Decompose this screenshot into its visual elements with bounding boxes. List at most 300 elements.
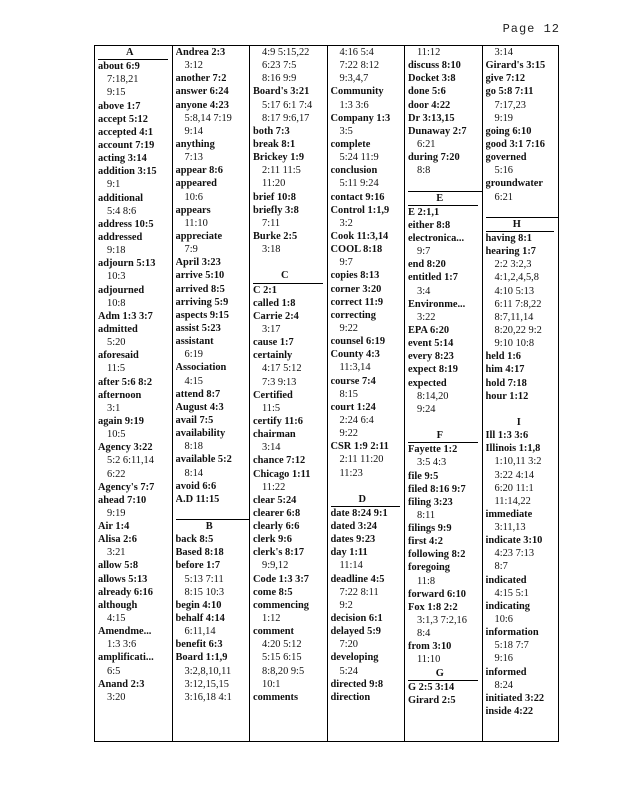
page-refs: 8:18 bbox=[184, 441, 203, 453]
page-refs: 5:15 6:15 bbox=[262, 652, 302, 664]
page-refs: 7:3 9:13 bbox=[262, 376, 297, 388]
page-refs: 2:11 11:20 bbox=[339, 454, 384, 466]
page-refs: 8:15 bbox=[339, 388, 358, 400]
page-refs: 6:19 bbox=[184, 349, 203, 361]
index-term: chance 7:12 bbox=[253, 455, 306, 467]
page-refs: 10:1 bbox=[262, 678, 281, 690]
index-term: following 8:2 bbox=[408, 549, 466, 561]
page-refs: 1:3 3:6 bbox=[339, 99, 369, 111]
page-refs: 3:2 bbox=[339, 217, 353, 229]
page-refs: 3:5 4:3 bbox=[417, 457, 447, 469]
page-refs: 3:18 bbox=[262, 244, 281, 256]
page-refs: 4:9 5:15,22 bbox=[262, 47, 310, 58]
index-term: initiated 3:22 bbox=[485, 692, 545, 704]
index-term: having 8:1 bbox=[485, 232, 532, 244]
page-refs: 3:11,13 bbox=[494, 522, 526, 534]
index-term: appears bbox=[175, 204, 211, 216]
index-term: course 7:4 bbox=[330, 375, 376, 387]
page-refs: 9:22 bbox=[339, 322, 358, 334]
page-refs: 11:10 bbox=[184, 217, 208, 229]
index-term: amplificati... bbox=[98, 652, 154, 664]
index-term: contact 9:16 bbox=[330, 191, 385, 203]
page-refs: 4:20 5:12 bbox=[262, 639, 302, 651]
page-refs: 8:15 10:3 bbox=[184, 586, 225, 598]
index-term: directed 9:8 bbox=[330, 678, 384, 690]
page-refs: 8:14,20 bbox=[417, 390, 449, 402]
index-term: filing 3:23 bbox=[408, 496, 453, 508]
section-letter: G bbox=[408, 667, 478, 681]
index-term: Fox 1:8 2:2 bbox=[408, 601, 458, 613]
index-term: delayed 5:9 bbox=[330, 626, 382, 638]
page-refs: 5:2 6:11,14 bbox=[107, 455, 154, 467]
index-term: again 9:19 bbox=[98, 415, 144, 427]
index-term: allows 5:13 bbox=[98, 573, 148, 585]
index-term: indicated bbox=[485, 574, 527, 586]
index-term: expect 8:19 bbox=[408, 364, 458, 376]
index-term: file 9:5 bbox=[408, 470, 439, 482]
index-term: indicate 3:10 bbox=[485, 535, 543, 547]
page-refs: 1:10,11 3:2 bbox=[494, 456, 542, 468]
index-term: dates 9:23 bbox=[330, 534, 376, 546]
page-refs: 9:3,4,7 bbox=[339, 73, 369, 85]
index-term: addressed bbox=[98, 231, 143, 243]
index-term: Air 1:4 bbox=[98, 521, 130, 533]
page-refs: 7:11 bbox=[262, 217, 281, 229]
index-term: E 2:1,1 bbox=[408, 206, 440, 218]
index-term: direction bbox=[330, 691, 371, 703]
page-refs: 5:18 7:7 bbox=[494, 640, 529, 652]
index-term: Dunaway 2:7 bbox=[408, 125, 467, 137]
index-term: Adm 1:3 3:7 bbox=[98, 310, 153, 322]
spacer bbox=[331, 480, 405, 493]
index-term: address 10:5 bbox=[98, 218, 154, 230]
index-term: back 8:5 bbox=[175, 534, 214, 546]
page-refs: 4:17 5:12 bbox=[262, 363, 302, 375]
index-term: corner 3:20 bbox=[330, 283, 382, 295]
index-term: entitled 1:7 bbox=[408, 272, 458, 284]
index-term: during 7:20 bbox=[408, 152, 460, 164]
index-term: filed 8:16 9:7 bbox=[408, 483, 466, 495]
page-refs: 11:22 bbox=[262, 481, 286, 493]
index-term: informed bbox=[485, 666, 527, 678]
index-term: conclusion bbox=[330, 165, 378, 177]
page-refs: 11:23 bbox=[339, 467, 363, 479]
index-term: deadline 4:5 bbox=[330, 573, 385, 585]
page-refs: 6:20 11:1 bbox=[494, 482, 534, 494]
spacer bbox=[408, 177, 482, 191]
word-index-grid bbox=[94, 45, 559, 742]
page-refs: 9:7 bbox=[417, 246, 431, 258]
index-term: Environme... bbox=[408, 298, 466, 310]
index-term: immediate bbox=[485, 508, 533, 520]
index-term: court 1:24 bbox=[330, 401, 376, 413]
index-term: clerk's 8:17 bbox=[253, 547, 305, 559]
page-refs: 3:22 4:14 bbox=[494, 469, 535, 481]
page-refs: 5:13 7:11 bbox=[184, 573, 224, 585]
page-refs: 6:23 7:5 bbox=[262, 60, 297, 72]
page-refs: 3:14 bbox=[494, 47, 513, 58]
index-term: hold 7:18 bbox=[485, 377, 527, 389]
index-term: appreciate bbox=[175, 230, 223, 242]
index-term: Cook 11:3,14 bbox=[330, 230, 389, 242]
page-refs: 3:16,18 4:1 bbox=[184, 691, 232, 703]
page-refs: 10:6 bbox=[494, 614, 513, 626]
page-refs: 2:2 3:2,3 bbox=[494, 259, 532, 271]
index-column bbox=[404, 46, 482, 741]
index-term: door 4:22 bbox=[408, 99, 451, 111]
page-refs: 11:14 bbox=[339, 560, 363, 572]
page-refs: 4:15 5:1 bbox=[494, 587, 529, 599]
index-term: Brickey 1:9 bbox=[253, 152, 305, 164]
index-term: hour 1:12 bbox=[485, 390, 529, 402]
page-refs: 4:15 bbox=[107, 613, 126, 625]
index-term: Girard's 3:15 bbox=[485, 60, 546, 72]
index-term: Andrea 2:3 bbox=[175, 47, 226, 58]
page-refs: 11:8 bbox=[417, 575, 436, 587]
page-refs: 5:4 8:6 bbox=[107, 205, 137, 217]
page-refs: 4:10 5:13 bbox=[494, 285, 535, 297]
page-refs: 9:18 bbox=[107, 245, 126, 257]
page-refs: 3:5 bbox=[339, 125, 353, 137]
index-term: April 3:23 bbox=[175, 257, 221, 269]
page-refs: 9:19 bbox=[107, 507, 126, 519]
index-term: benefit 6:3 bbox=[175, 639, 223, 651]
index-term: appeared bbox=[175, 178, 217, 190]
index-term: information bbox=[485, 627, 539, 639]
page-refs: 8:16 9:9 bbox=[262, 73, 297, 85]
index-term: clerk 9:6 bbox=[253, 534, 292, 546]
page-refs: 2:24 6:4 bbox=[339, 414, 374, 426]
page-refs: 7:9 bbox=[184, 244, 198, 256]
index-term: avoid 6:6 bbox=[175, 480, 217, 492]
index-term: comments bbox=[253, 691, 299, 703]
page-refs: 9:2 bbox=[339, 599, 353, 611]
page-refs: 7:22 8:11 bbox=[339, 586, 379, 598]
index-term: Amendme... bbox=[98, 626, 152, 638]
index-term: COOL 8:18 bbox=[330, 244, 383, 256]
index-term: Control 1:1,9 bbox=[330, 204, 390, 216]
page-refs: 8:24 bbox=[494, 679, 513, 691]
page-refs: 3:12,15,15 bbox=[184, 678, 229, 690]
page-refs: 1:3 3:6 bbox=[107, 639, 137, 651]
index-term: Board 1:1,9 bbox=[175, 652, 228, 664]
index-term: from 3:10 bbox=[408, 641, 452, 653]
page-refs: 8:11 bbox=[417, 509, 436, 521]
spacer bbox=[176, 506, 250, 520]
index-term: aspects 9:15 bbox=[175, 309, 229, 321]
page-refs: 9:9,12 bbox=[262, 560, 289, 572]
index-term: end 8:20 bbox=[408, 259, 446, 271]
page-refs: 4:1,2,4,5,8 bbox=[494, 272, 539, 284]
index-term: hearing 1:7 bbox=[485, 246, 537, 258]
page-refs: 3:1 bbox=[107, 402, 121, 414]
section-letter: D bbox=[331, 493, 401, 507]
index-term: Girard 2:5 bbox=[408, 694, 456, 706]
index-term: correcting bbox=[330, 309, 376, 321]
index-term: C 2:1 bbox=[253, 284, 277, 296]
section-letter: A bbox=[98, 46, 168, 60]
index-term: developing bbox=[330, 652, 379, 664]
page-refs: 2:11 11:5 bbox=[262, 165, 301, 177]
page-refs: 11:3,14 bbox=[339, 362, 371, 374]
page-refs: 4:15 bbox=[184, 375, 203, 387]
page-refs: 9:7 bbox=[339, 257, 353, 269]
page-refs: 7:20 bbox=[339, 639, 358, 651]
page-refs: 5:17 6:1 7:4 bbox=[262, 99, 313, 111]
page-refs: 8:14 bbox=[184, 467, 203, 479]
index-term: day 1:11 bbox=[330, 547, 368, 559]
section-letter: I bbox=[516, 416, 521, 428]
page-refs: 8:4 bbox=[417, 628, 431, 640]
index-term: certify 11:6 bbox=[253, 415, 303, 427]
index-term: governed bbox=[485, 152, 527, 164]
index-term: called 1:8 bbox=[253, 297, 296, 309]
page-refs: 3:21 bbox=[107, 547, 126, 559]
page-refs: 11:14,22 bbox=[494, 495, 531, 507]
page-refs: 9:16 bbox=[494, 653, 513, 665]
index-term: him 4:17 bbox=[485, 364, 525, 376]
index-term: briefly 3:8 bbox=[253, 204, 299, 216]
index-term: copies 8:13 bbox=[330, 270, 380, 282]
index-term: clearly 6:6 bbox=[253, 521, 300, 533]
index-term: Docket 3:8 bbox=[408, 73, 456, 85]
page-refs: 9:10 10:8 bbox=[494, 338, 535, 350]
index-term: A.D 11:15 bbox=[175, 493, 220, 505]
index-term: appear 8:6 bbox=[175, 165, 223, 177]
index-term: first 4:2 bbox=[408, 536, 443, 548]
page-refs: 9:1 bbox=[107, 179, 121, 191]
index-term: Board's 3:21 bbox=[253, 86, 310, 98]
index-term: groundwater bbox=[485, 178, 544, 190]
page-refs: 3:14 bbox=[262, 442, 281, 454]
page-refs: 5:11 9:24 bbox=[339, 178, 379, 190]
page-refs: 5:20 bbox=[107, 337, 126, 349]
index-term: additional bbox=[98, 192, 144, 204]
page-refs: 3:17 bbox=[262, 323, 281, 335]
index-term: allow 5:8 bbox=[98, 560, 139, 572]
index-term: after 5:6 8:2 bbox=[98, 376, 153, 388]
page-refs: 8:20,22 9:2 bbox=[494, 324, 542, 336]
index-term: chairman bbox=[253, 429, 296, 441]
spacer bbox=[486, 204, 559, 218]
index-term: G 2:5 3:14 bbox=[408, 681, 455, 693]
index-term: every 8:23 bbox=[408, 351, 454, 363]
page-refs: 4:23 7:13 bbox=[494, 548, 535, 560]
page-refs: 7:17,23 bbox=[494, 99, 526, 111]
index-term: Ill 1:3 3:6 bbox=[485, 430, 529, 442]
index-term: behalf 4:14 bbox=[175, 613, 225, 625]
page-refs: 10:8 bbox=[107, 297, 126, 309]
page-refs: 3:22 bbox=[417, 311, 436, 323]
index-term: account 7:19 bbox=[98, 139, 155, 151]
page-refs: 11:20 bbox=[262, 178, 286, 190]
index-term: expected bbox=[408, 377, 447, 389]
page-refs: 3:12 bbox=[184, 60, 203, 72]
index-term: although bbox=[98, 599, 138, 611]
index-column bbox=[172, 46, 250, 741]
page-refs: 9:19 bbox=[494, 112, 513, 124]
index-term: Fayette 1:2 bbox=[408, 444, 458, 456]
index-term: answer 6:24 bbox=[175, 86, 229, 98]
index-term: Illinois 1:1,8 bbox=[485, 443, 541, 455]
index-term: counsel 6:19 bbox=[330, 336, 386, 348]
index-term: decision 6:1 bbox=[330, 613, 383, 625]
section-letter: C bbox=[253, 269, 323, 283]
page-refs: 11:12 bbox=[417, 47, 441, 58]
page-refs: 1:12 bbox=[262, 613, 281, 625]
page-refs: 3:20 bbox=[107, 691, 126, 703]
page-refs: 11:5 bbox=[107, 363, 126, 375]
page-refs: 5:24 bbox=[339, 665, 358, 677]
index-term: go 5:8 7:11 bbox=[485, 86, 534, 98]
page-refs: 6:21 bbox=[417, 138, 436, 150]
index-term: adjourn 5:13 bbox=[98, 258, 156, 270]
index-term: come 8:5 bbox=[253, 586, 293, 598]
index-term: arriving 5:9 bbox=[175, 296, 229, 308]
page-refs: 11:10 bbox=[417, 654, 441, 666]
index-term: foregoing bbox=[408, 562, 450, 574]
index-term: good 3:1 7:16 bbox=[485, 138, 545, 150]
page-refs: 8:8,20 9:5 bbox=[262, 665, 305, 677]
index-term: filings 9:9 bbox=[408, 523, 452, 535]
page-refs: 8:17 9:6,17 bbox=[262, 112, 310, 124]
index-term: Carrie 2:4 bbox=[253, 310, 299, 322]
index-term: avail 7:5 bbox=[175, 414, 214, 426]
section-letter: E bbox=[408, 192, 478, 206]
index-term: forward 6:10 bbox=[408, 588, 467, 600]
index-term: inside 4:22 bbox=[485, 706, 534, 718]
index-column bbox=[249, 46, 327, 741]
page-refs: 5:24 11:9 bbox=[339, 152, 379, 164]
page-refs: 4:16 5:4 bbox=[339, 47, 374, 58]
index-term: Alisa 2:6 bbox=[98, 534, 137, 546]
spacer bbox=[486, 403, 559, 416]
index-term: available 5:2 bbox=[175, 454, 232, 466]
section-letter: B bbox=[205, 521, 213, 533]
index-term: admitted bbox=[98, 323, 138, 335]
page-refs: 3:4 bbox=[417, 285, 431, 297]
index-term: either 8:8 bbox=[408, 219, 451, 231]
index-term: Agency's 7:7 bbox=[98, 481, 155, 493]
index-term: Based 8:18 bbox=[175, 547, 224, 559]
index-term: assist 5:23 bbox=[175, 322, 221, 334]
index-term: already 6:16 bbox=[98, 586, 153, 598]
page-refs: 9:15 bbox=[107, 87, 126, 99]
index-term: held 1:6 bbox=[485, 351, 522, 363]
index-term: adjourned bbox=[98, 284, 145, 296]
index-term: another 7:2 bbox=[175, 73, 227, 85]
index-term: Dr 3:13,15 bbox=[408, 112, 455, 124]
index-term: addition 3:15 bbox=[98, 166, 157, 178]
page-number: Page 12 bbox=[502, 22, 560, 36]
index-term: give 7:12 bbox=[485, 73, 526, 85]
index-term: Burke 2:5 bbox=[253, 230, 298, 242]
index-term: assistant bbox=[175, 336, 214, 348]
section-letter: F bbox=[408, 429, 478, 443]
spacer bbox=[253, 256, 327, 269]
page-refs: 7:13 bbox=[184, 152, 203, 164]
index-term: done 5:6 bbox=[408, 86, 446, 98]
page-refs: 10:3 bbox=[107, 271, 126, 283]
index-term: ahead 7:10 bbox=[98, 494, 147, 506]
index-term: Anand 2:3 bbox=[98, 678, 145, 690]
page-refs: 3:1,3 7:2,16 bbox=[417, 615, 467, 627]
index-column bbox=[482, 46, 560, 741]
index-term: electronica... bbox=[408, 232, 465, 244]
index-term: event 5:14 bbox=[408, 338, 454, 350]
page-refs: 6:21 bbox=[494, 191, 513, 203]
index-term: Association bbox=[175, 362, 227, 374]
index-term: afternoon bbox=[98, 389, 142, 401]
index-term: commencing bbox=[253, 599, 309, 611]
page-refs: 10:6 bbox=[184, 191, 203, 203]
page-refs: 10:5 bbox=[107, 429, 126, 441]
index-term: attend 8:7 bbox=[175, 388, 221, 400]
index-term: clear 5:24 bbox=[253, 494, 297, 506]
page-refs: 8:7 bbox=[494, 561, 508, 573]
index-term: Company 1:3 bbox=[330, 112, 391, 124]
index-term: clearer 6:8 bbox=[253, 507, 301, 519]
page-refs: 6:5 bbox=[107, 665, 121, 677]
page-refs: 8:7,11,14 bbox=[494, 311, 534, 323]
index-term: break 8:1 bbox=[253, 138, 296, 150]
section-letter: H bbox=[486, 218, 555, 232]
index-term: complete bbox=[330, 138, 371, 150]
index-term: Certified bbox=[253, 389, 293, 401]
page-refs: 3:2,8,10,11 bbox=[184, 665, 232, 677]
page-refs: 5:16 bbox=[494, 165, 513, 177]
index-column bbox=[327, 46, 405, 741]
index-term: brief 10:8 bbox=[253, 191, 296, 203]
index-term: going 6:10 bbox=[485, 125, 532, 137]
page-refs: 7:18,21 bbox=[107, 74, 139, 86]
index-term: availability bbox=[175, 428, 226, 440]
index-term: Agency 3:22 bbox=[98, 442, 153, 454]
index-term: Code 1:3 3:7 bbox=[253, 573, 309, 585]
index-term: date 8:24 9:1 bbox=[330, 507, 388, 519]
index-term: correct 11:9 bbox=[330, 296, 384, 308]
index-term: accept 5:12 bbox=[98, 113, 148, 125]
index-term: before 1:7 bbox=[175, 560, 221, 572]
index-term: arrive 5:10 bbox=[175, 270, 225, 282]
index-term: dated 3:24 bbox=[330, 521, 377, 533]
spacer bbox=[408, 416, 482, 429]
index-term: aforesaid bbox=[98, 350, 139, 362]
index-term: about 6:9 bbox=[98, 61, 140, 73]
index-term: comment bbox=[253, 626, 294, 638]
page-refs: 11:5 bbox=[262, 402, 281, 414]
index-term: August 4:3 bbox=[175, 401, 224, 413]
index-term: accepted 4:1 bbox=[98, 126, 154, 138]
page-refs: 7:22 8:12 bbox=[339, 60, 380, 72]
page-refs: 6:22 bbox=[107, 468, 126, 480]
index-term: Chicago 1:11 bbox=[253, 468, 311, 480]
index-term: anyone 4:23 bbox=[175, 99, 229, 111]
index-term: above 1:7 bbox=[98, 100, 141, 112]
index-column bbox=[94, 46, 172, 741]
index-term: acting 3:14 bbox=[98, 153, 147, 165]
index-term: anything bbox=[175, 138, 215, 150]
page-refs: 9:22 bbox=[339, 428, 358, 440]
page-refs: 8:8 bbox=[417, 165, 431, 177]
index-term: cause 1:7 bbox=[253, 337, 294, 349]
index-term: both 7:3 bbox=[253, 125, 290, 137]
index-term: certainly bbox=[253, 350, 293, 362]
page-refs: 6:11 7:8,22 bbox=[494, 298, 542, 310]
page-refs: 9:24 bbox=[417, 403, 436, 415]
page-refs: 9:14 bbox=[184, 125, 203, 137]
index-term: County 4:3 bbox=[330, 349, 380, 361]
